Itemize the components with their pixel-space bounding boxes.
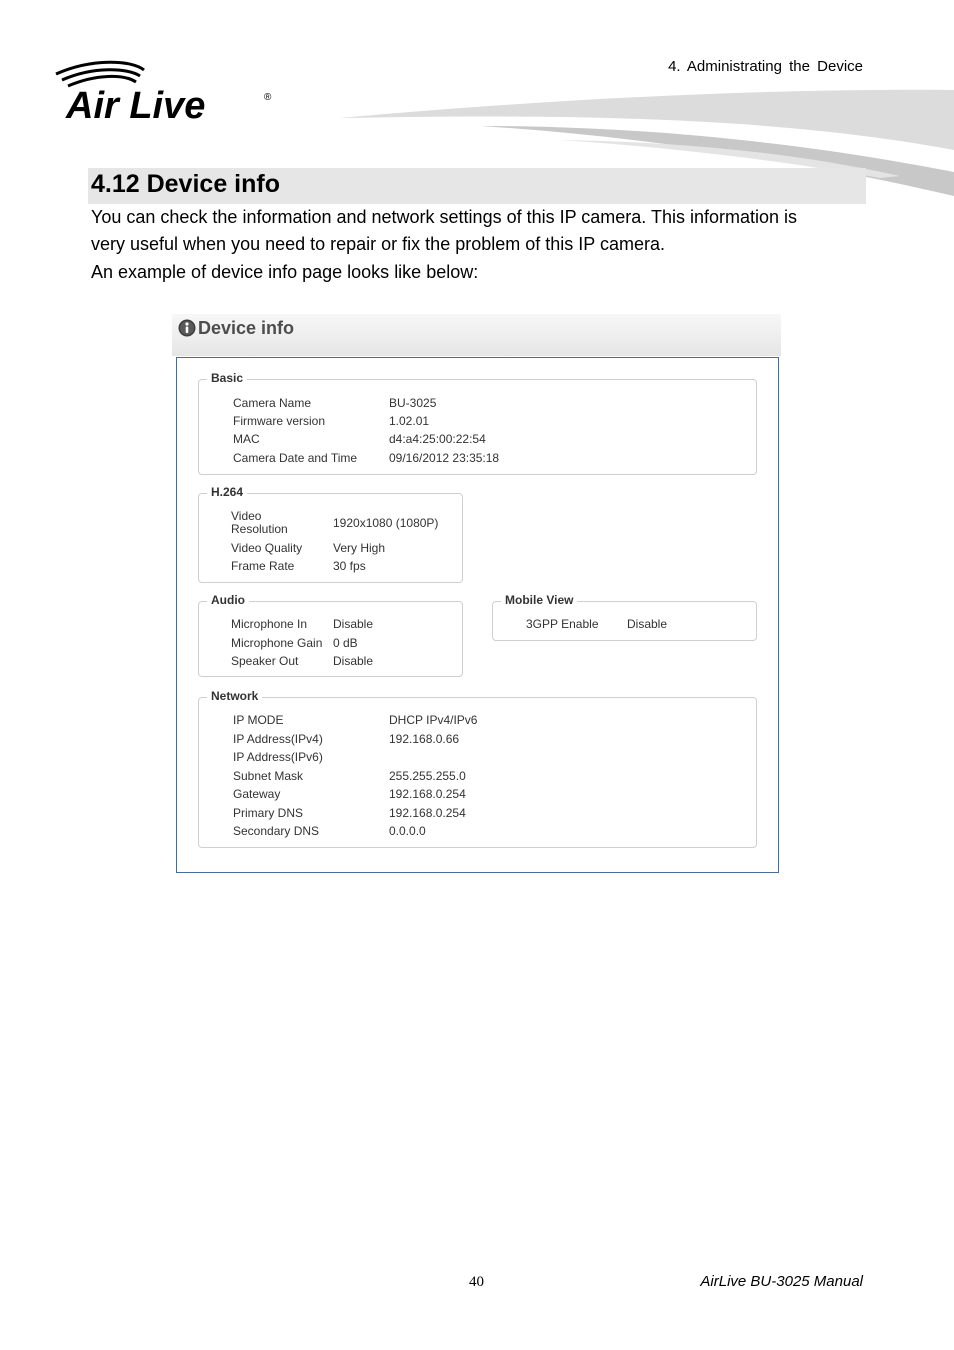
row-value: 192.168.0.254 xyxy=(389,787,466,801)
row-value: 1.02.01 xyxy=(389,414,430,428)
row-value: 0.0.0.0 xyxy=(389,824,426,838)
row-value: Very High xyxy=(333,541,386,555)
network-fieldset xyxy=(198,689,757,848)
row-label: Camera Name xyxy=(233,396,312,410)
row-label: Frame Rate xyxy=(231,559,295,573)
audio-fieldset xyxy=(198,593,463,677)
chapter-heading: 4. Administrating the Device xyxy=(668,58,863,75)
h264-row-resolution-label: Video Resolution xyxy=(231,509,288,536)
row-value: 192.168.0.66 xyxy=(389,732,460,746)
row-value: 255.255.255.0 xyxy=(389,769,466,783)
row-label: IP MODE xyxy=(233,713,284,727)
mobile-view-fieldset xyxy=(492,593,757,641)
row-label: 3GPP Enable xyxy=(526,617,599,631)
row-label: IP Address(IPv6) xyxy=(233,750,323,764)
row-label: Microphone Gain xyxy=(231,636,323,650)
basic-legend: Basic xyxy=(207,370,247,386)
row-value: d4:a4:25:00:22:54 xyxy=(389,432,486,446)
intro-line-3: An example of device info page looks like below: xyxy=(91,262,479,282)
row-value: Disable xyxy=(333,617,374,631)
row-value: Disable xyxy=(333,654,374,668)
basic-fieldset xyxy=(198,371,757,475)
h264-legend: H.264 xyxy=(207,484,247,500)
audio-legend: Audio xyxy=(207,592,249,608)
row-value: 09/16/2012 23:35:18 xyxy=(389,451,500,465)
section-title: 4.12 Device info xyxy=(91,170,280,198)
row-value: 192.168.0.254 xyxy=(389,806,466,820)
logo-text: Air Live xyxy=(66,85,206,124)
airlive-logo xyxy=(52,60,276,124)
row-label: Gateway xyxy=(233,787,281,801)
row-value: 30 fps xyxy=(333,559,366,573)
device-info-panel xyxy=(176,357,779,873)
row-label: Speaker Out xyxy=(231,654,299,668)
row-value: BU-3025 xyxy=(389,396,437,410)
network-legend: Network xyxy=(207,688,262,704)
row-label: Subnet Mask xyxy=(233,769,304,783)
row-label: Primary DNS xyxy=(233,806,304,820)
row-label: Firmware version xyxy=(233,414,326,428)
row-label: Secondary DNS xyxy=(233,824,320,838)
mobile-view-legend: Mobile View xyxy=(501,592,577,608)
row-value: 0 dB xyxy=(333,636,358,650)
row-label: Microphone In xyxy=(231,617,308,631)
intro-line-2: very useful when you need to repair or fix the problem of this IP camera. xyxy=(91,234,665,254)
intro-line-1: You can check the information and network settings of this IP camera. This information is xyxy=(91,207,798,227)
h264-row-resolution-value: 1920x1080 (1080P) xyxy=(333,516,439,530)
page-number: 40 xyxy=(469,1274,484,1290)
row-label: Camera Date and Time xyxy=(233,451,358,465)
device-info-title: Device info xyxy=(198,318,295,338)
row-label: MAC xyxy=(233,432,260,446)
row-label: IP Address(IPv4) xyxy=(233,732,323,746)
row-label: Video Quality xyxy=(231,541,303,555)
row-value: Disable xyxy=(627,617,668,631)
logo-trademark: ® xyxy=(264,92,272,103)
row-value: DHCP IPv4/IPv6 xyxy=(389,713,478,727)
h264-fieldset xyxy=(198,485,463,583)
manual-title: AirLive BU-3025 Manual xyxy=(700,1273,863,1290)
info-icon xyxy=(178,319,196,337)
